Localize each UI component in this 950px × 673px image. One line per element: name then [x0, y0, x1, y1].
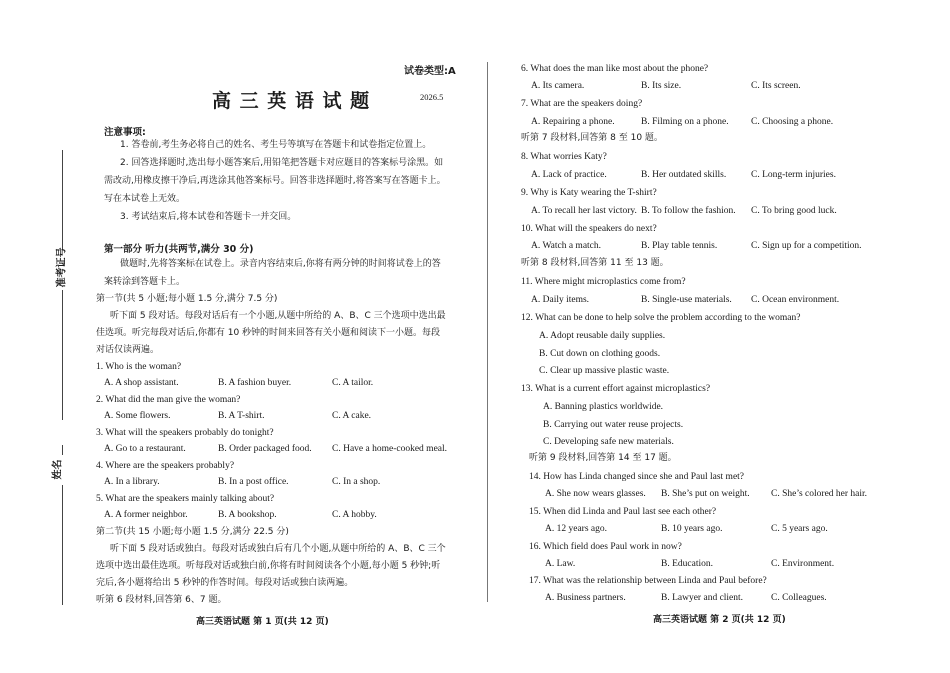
option-b: B. Cut down on clothing goods. — [539, 349, 661, 359]
page-right — [475, 0, 950, 673]
question-text: 13. What is a current effort against microplastics? — [521, 384, 711, 394]
option-b: B. Its size. — [641, 81, 682, 91]
option-c: C. To bring good luck. — [751, 206, 837, 216]
section2-intro: 听下面 5 段对话或独白。每段对话或独白后有几个小题,从题中所给的 A、B、C 三个 — [110, 544, 446, 554]
name-label: 姓名 — [52, 459, 64, 480]
option-c: C. A tailor. — [332, 378, 374, 388]
question-text: 10. What will the speakers do next? — [521, 224, 657, 234]
option-a: A. She now wears glasses. — [545, 489, 646, 499]
question-text: 16. Which field does Paul work in now? — [529, 542, 682, 552]
option-a: A. Repairing a phone. — [531, 117, 615, 127]
binding-line — [62, 150, 63, 250]
option-c: C. Its screen. — [751, 81, 801, 91]
notes-line: 2. 回答选择题时,选出每小题答案后,用铅笔把答题卡对应题目的答案标号涂黑。如 — [120, 158, 444, 168]
section1-intro: 听下面 5 段对话。每段对话后有一个小题,从题中所给的 A、B、C 三个选项中选出最 — [110, 311, 446, 321]
option-a: A. To recall her last victory. — [531, 206, 637, 216]
option-a: A. Business partners. — [545, 593, 626, 603]
question-text: 6. What does the man like most about the phone? — [521, 64, 709, 74]
notes-heading: 注意事项: — [104, 127, 146, 138]
option-b: B. Education. — [661, 559, 713, 569]
option-c: C. 5 years ago. — [771, 524, 828, 534]
option-b: B. A T-shirt. — [218, 411, 265, 421]
option-c: C. A hobby. — [332, 510, 377, 520]
option-c: C. Developing safe new materials. — [543, 437, 674, 447]
option-a: A. Its camera. — [531, 81, 585, 91]
option-b: B. In a post office. — [218, 477, 289, 487]
option-b: B. Her outdated skills. — [641, 170, 727, 180]
option-b: B. A fashion buyer. — [218, 378, 292, 388]
question-text: 7. What are the speakers doing? — [521, 99, 643, 109]
option-b: B. Play table tennis. — [641, 241, 718, 251]
page-footer: 高三英语试题 第 2 页(共 12 页) — [653, 615, 786, 625]
notes-line: 3. 考试结束后,将本试卷和答题卡一并交回。 — [120, 212, 297, 222]
option-b: B. A bookshop. — [218, 510, 277, 520]
page-footer: 高三英语试题 第 1 页(共 12 页) — [196, 617, 329, 627]
group-instruction: 听第 6 段材料,回答第 6、7 题。 — [96, 595, 227, 605]
paper-type: 试卷类型:A — [404, 66, 456, 77]
question-text: 5. What are the speakers mainly talking about? — [96, 494, 275, 504]
option-c: C. Choosing a phone. — [751, 117, 834, 127]
question-text: 1. Who is the woman? — [96, 362, 182, 372]
part1-intro: 做题时,先将答案标在试卷上。录音内容结束后,你将有两分钟的时间将试卷上的答 — [120, 259, 441, 269]
option-c: C. She’s colored her hair. — [771, 489, 868, 499]
option-c: C. Clear up massive plastic waste. — [539, 366, 670, 376]
option-c: C. Environment. — [771, 559, 835, 569]
option-a: A. In a library. — [104, 477, 160, 487]
group-instruction: 听第 7 段材料,回答第 8 至 10 题。 — [521, 133, 663, 143]
option-b: B. Lawyer and client. — [661, 593, 744, 603]
notes-line: 写在本试卷上无效。 — [104, 194, 186, 204]
section1-intro: 对话仅读两遍。 — [96, 345, 160, 355]
option-a: A. Lack of practice. — [531, 170, 607, 180]
option-b: B. To follow the fashion. — [641, 206, 736, 216]
question-text: 14. How has Linda changed since she and Paul last met? — [529, 472, 745, 482]
notes-line: 需改动,用橡皮擦干净后,再选涂其他答案标号。回答非选择题时,将答案写在答题卡上。 — [104, 176, 446, 186]
question-text: 8. What worries Katy? — [521, 152, 607, 162]
binding-line — [62, 290, 63, 420]
section2-heading: 第二节(共 15 小题;每小题 1.5 分,满分 22.5 分) — [96, 527, 289, 537]
question-text: 15. When did Linda and Paul last see each other? — [529, 507, 717, 517]
option-a: A. Adopt reusable daily supplies. — [539, 331, 666, 341]
section2-intro: 完后,各小题将给出 5 秒钟的作答时间。每段对话或独白读两遍。 — [96, 578, 354, 588]
option-a: A. Law. — [545, 559, 576, 569]
option-b: B. Single-use materials. — [641, 295, 732, 305]
option-c: C. Ocean environment. — [751, 295, 840, 305]
option-b: B. She’s put on weight. — [661, 489, 750, 499]
option-c: C. Have a home-cooked meal. — [332, 444, 448, 454]
exam-date: 2026.5 — [420, 92, 444, 102]
option-a: A. Banning plastics worldwide. — [543, 402, 664, 412]
option-a: A. A former neighbor. — [104, 510, 188, 520]
option-c: C. A cake. — [332, 411, 372, 421]
question-text: 9. Why is Katy wearing the T-shirt? — [521, 188, 657, 198]
page-title: 高 三 英 语 试 题 — [212, 90, 371, 112]
question-text: 3. What will the speakers probably do tonight? — [96, 428, 274, 438]
exam-id-label: 准考证号 — [56, 247, 68, 288]
option-b: B. Carrying out water reuse projects. — [543, 420, 684, 430]
option-a: A. Watch a match. — [531, 241, 602, 251]
option-a: A. 12 years ago. — [545, 524, 607, 534]
part1-intro: 案转涂到答题卡上。 — [104, 277, 186, 287]
section2-intro: 选项中选出最佳选项。听每段对话或独白前,你将有时间阅读各个小题,每小题 5 秒钟;听 — [96, 561, 441, 571]
question-text: 2. What did the man give the woman? — [96, 395, 241, 405]
option-c: C. In a shop. — [332, 477, 381, 487]
option-c: C. Sign up for a competition. — [751, 241, 862, 251]
option-a: A. Daily items. — [531, 295, 590, 305]
question-text: 11. Where might microplastics come from? — [521, 277, 686, 287]
option-b: B. Filming on a phone. — [641, 117, 729, 127]
group-instruction: 听第 9 段材料,回答第 14 至 17 题。 — [529, 453, 677, 463]
binding-line — [62, 485, 63, 605]
section1-heading: 第一节(共 5 小题;每小题 1.5 分,满分 7.5 分) — [96, 294, 278, 304]
group-instruction: 听第 8 段材料,回答第 11 至 13 题。 — [521, 258, 669, 268]
part1-heading: 第一部分 听力(共两节,满分 30 分) — [104, 244, 254, 255]
option-c: C. Long-term injuries. — [751, 170, 836, 180]
question-text: 12. What can be done to help solve the problem according to the woman? — [521, 313, 801, 323]
option-b: B. Order packaged food. — [218, 444, 312, 454]
question-text: 4. Where are the speakers probably? — [96, 461, 235, 471]
option-b: B. 10 years ago. — [661, 524, 723, 534]
option-a: A. A shop assistant. — [104, 378, 179, 388]
binding-line — [62, 445, 63, 455]
question-text: 17. What was the relationship between Linda and Paul before? — [529, 576, 767, 586]
option-c: C. Colleagues. — [771, 593, 827, 603]
option-a: A. Some flowers. — [104, 411, 171, 421]
option-a: A. Go to a restaurant. — [104, 444, 186, 454]
notes-line: 1. 答卷前,考生务必将自己的姓名、考生号等填写在答题卡和试卷指定位置上。 — [120, 140, 432, 150]
section1-intro: 佳选项。听完每段对话后,你都有 10 秒钟的时间来回答有关小题和阅读下一小题。每段 — [96, 328, 441, 338]
